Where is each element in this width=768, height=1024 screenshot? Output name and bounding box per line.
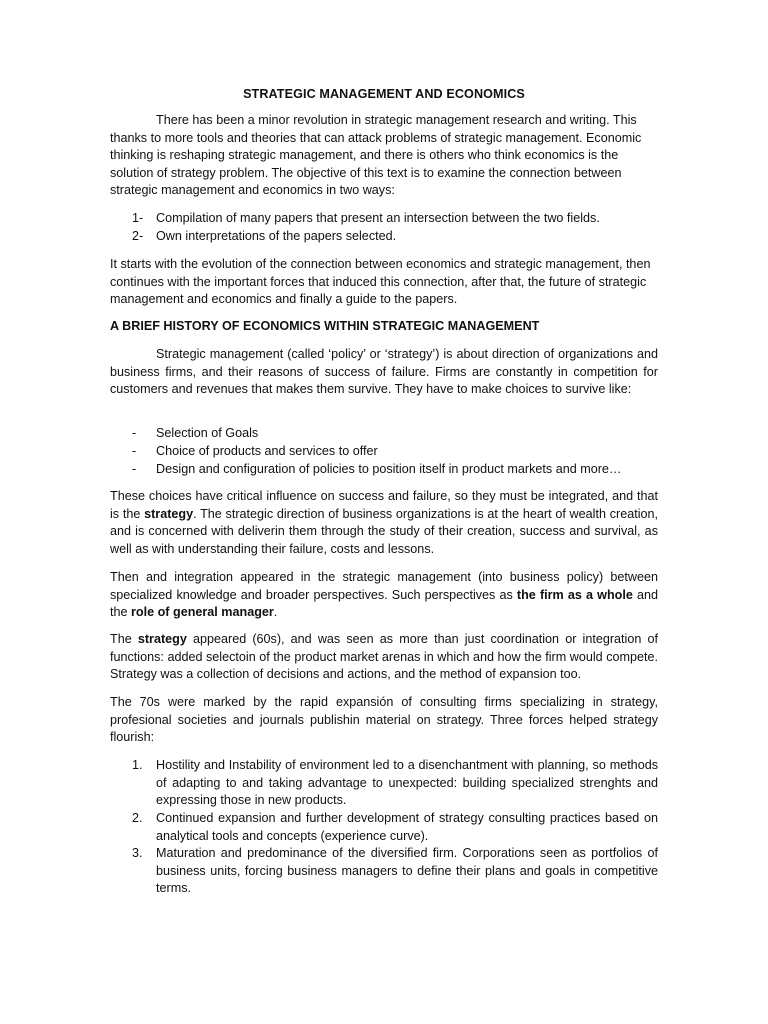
history-paragraph-5: The 70s were marked by the rapid expansión of consulting firms specializing in strategy, profesional societies and journals publishin material on strategy. Three forces helped strategy flourish: — [110, 695, 658, 745]
list-item — [110, 461, 658, 479]
list-item — [110, 757, 658, 810]
list-item — [110, 425, 658, 443]
list-marker: 2. — [132, 811, 143, 825]
page-title: STRATEGIC MANAGEMENT AND ECONOMICS — [243, 87, 525, 101]
bold-term: role of general manager — [131, 605, 274, 620]
list-marker: 1. — [132, 758, 143, 772]
bold-term: strategy — [144, 506, 194, 521]
list-item-text: Choice of products and services to offer — [156, 444, 378, 458]
list-marker: 2- — [132, 229, 144, 243]
list-item — [110, 810, 658, 845]
list-item-text: Design and configuration of policies to position itself in product markets and more… — [156, 462, 622, 476]
list-item — [110, 228, 658, 246]
list-item — [110, 443, 658, 461]
list-item-text: Own interpretations of the papers selected. — [156, 229, 397, 243]
text-run: . The strategic direction of business organizations is at the heart of wealth creation, and is concerned with deliverin them through the study of their creation, success and survival, as well as with understanding their failure, costs and lessons. — [110, 506, 659, 556]
text-run: These choices have critical influence on success and failure, so they must be integrated, and that is the — [110, 489, 658, 521]
list-marker: 3. — [132, 846, 143, 860]
text-run: appeared (60s), and was seen as more than just coordination or integration of functions: added selectoin of the product market arenas in which and how the firm would compete. Strategy was a collection of decisions and actions, and the method of expansion too. — [110, 632, 658, 682]
text-run: and the — [110, 587, 658, 620]
list-item-text: Compilation of many papers that present an intersection between the two fields. — [156, 211, 600, 225]
text-run: Then and integration appeared in the strategic management (into business policy) between specialized knowledge and broader perspectives. Such perspectives as — [110, 570, 658, 602]
history-paragraph-1: Strategic management (called ‘policy’ or ‘strategy’) is about direction of organizations and business firms, and their reasons of success of failure. Firms are constantly in competition for customers and revenues that makes them survive. They have to make choices to survive like: — [110, 347, 658, 397]
list-item-text: Maturation and predominance of the diversified firm. Corporations seen as portfolios of business units, forcing business managers to define their plans and goals in competitive terms. — [156, 846, 658, 896]
list-marker: - — [132, 444, 137, 458]
list-item — [110, 845, 658, 898]
bold-term: strategy — [137, 632, 187, 646]
bold-term: the firm as a whole — [516, 587, 633, 602]
list-item-text: Continued expansion and further development of strategy consulting practices based on analytical tools and concepts (experience curve). — [156, 811, 658, 843]
text-run: The — [110, 632, 138, 646]
list-item-text: Selection of Goals — [156, 426, 259, 440]
section-heading: A BRIEF HISTORY OF ECONOMICS WITHIN STRATEGIC MANAGEMENT — [110, 319, 540, 333]
history-paragraph-3 — [110, 569, 658, 622]
overview-paragraph: It starts with the evolution of the connection between economics and strategic management, then continues with the important forces that induced this connection, after that, the future of strategic management and economics and finally a guide to the papers. — [110, 257, 651, 307]
list-marker: 1- — [132, 211, 144, 225]
history-paragraph-2 — [110, 488, 658, 558]
list-marker: - — [132, 426, 137, 440]
text-run: . — [273, 605, 278, 620]
list-item — [110, 210, 658, 228]
history-paragraph-4 — [110, 631, 658, 684]
list-marker: - — [132, 462, 137, 476]
intro-paragraph: There has been a minor revolution in strategic management research and writing. This thanks to more tools and theories that can attack problems of strategic management. Economic thinking is reshaping strategic management, and there is others who think economics is the solution of strategy problem. The objective of this text is to examine the connection between strategic management and economics in two ways: — [110, 113, 642, 198]
list-item-text: Hostility and Instability of environment led to a disenchantment with planning, so methods of adapting to and taking advantage to unexpected: building specialized strenghts and expressing those in new products. — [156, 758, 658, 808]
